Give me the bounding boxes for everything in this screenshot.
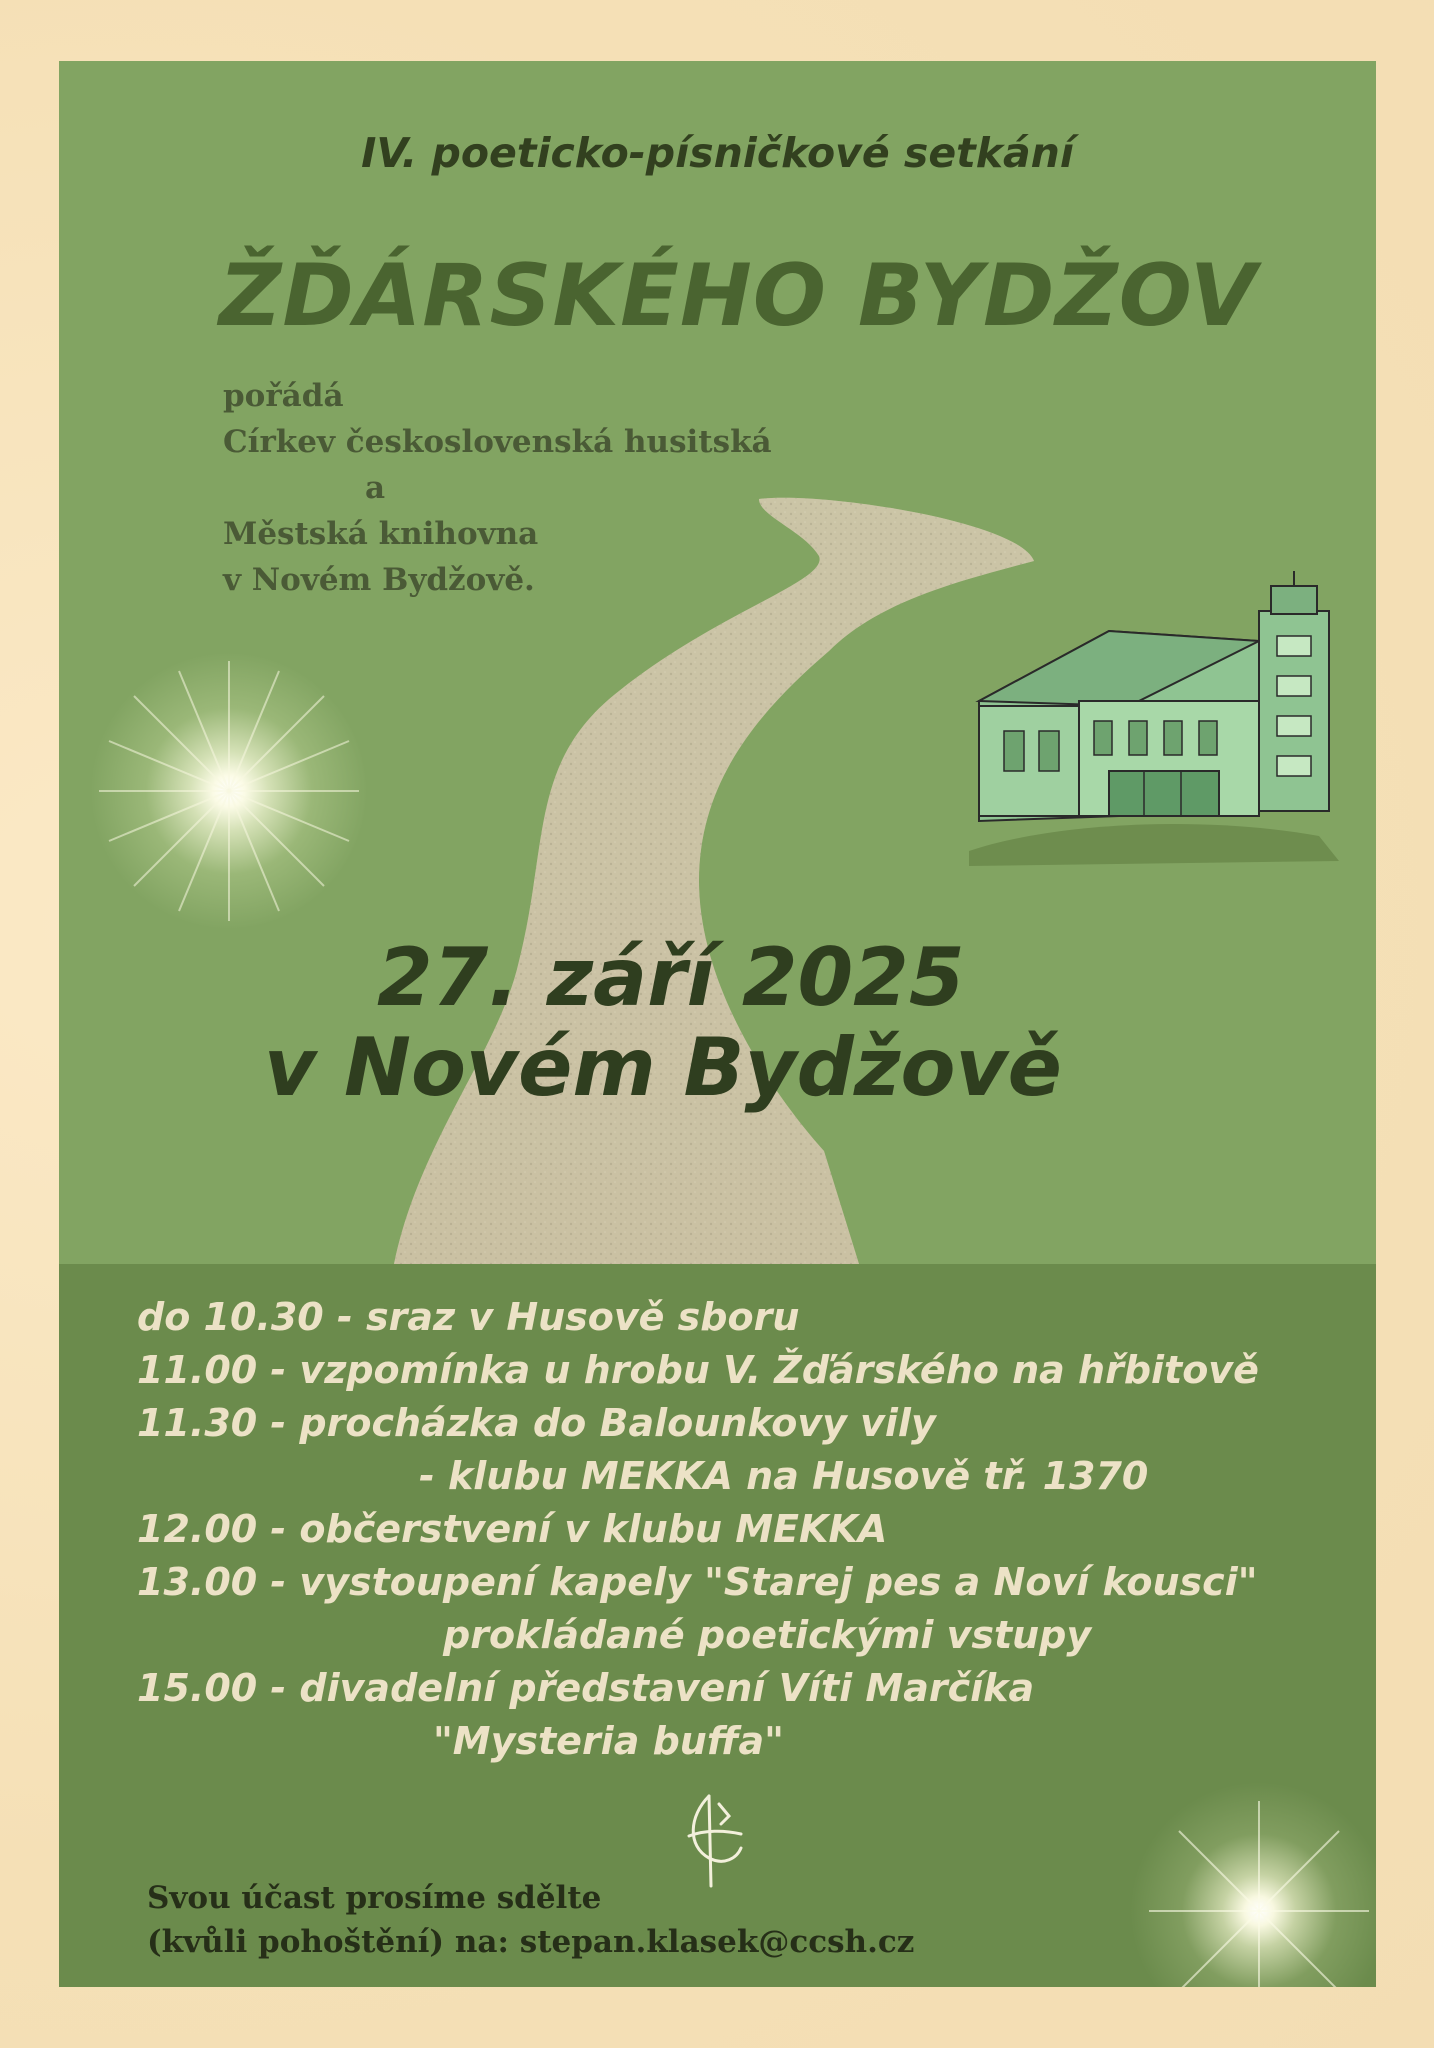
organizers-line: a xyxy=(365,470,386,506)
organizers-line: v Novém Bydžově. xyxy=(223,562,535,598)
organizers-block xyxy=(223,373,923,603)
schedule-item: 12.00 - občerstvení v klubu MEKKA xyxy=(137,1507,888,1551)
event-title: ŽĎÁRSKÉHO BYDŽOV xyxy=(219,246,1258,346)
schedule-item: "Mysteria buffa" xyxy=(433,1719,784,1763)
schedule-item: 11.00 - vzpomínka u hrobu V. Žďárského na hřbitově xyxy=(137,1348,1259,1392)
rsvp-block xyxy=(147,1876,1047,1964)
sun-rays-icon xyxy=(1129,1781,1376,1987)
schedule-item: do 10.30 - sraz v Husově sboru xyxy=(137,1295,800,1339)
schedule-item: 13.00 - vystoupení kapely "Starej pes a Noví kousci" xyxy=(137,1560,1258,1604)
organizers-line: Městská knihovna xyxy=(223,516,539,552)
event-location: v Novém Bydžově xyxy=(264,1021,1062,1114)
event-subtitle: IV. poeticko-písničkové setkání xyxy=(361,129,1074,177)
rsvp-line: Svou účast prosíme sdělte xyxy=(147,1880,602,1916)
sun-rays-icon xyxy=(89,651,369,931)
organizers-line: Církev československá husitská xyxy=(223,424,772,460)
schedule-item: 11.30 - procházka do Balounkovy vily xyxy=(137,1401,936,1445)
villa-drawing xyxy=(959,571,1376,871)
schedule-item: - klubu MEKKA na Husově tř. 1370 xyxy=(419,1454,1149,1498)
organizers-line: pořádá xyxy=(223,378,344,414)
schedule-item: prokládané poetickými vstupy xyxy=(443,1613,1092,1657)
schedule-list xyxy=(137,1291,1357,1768)
poster xyxy=(59,61,1376,1987)
event-date: 27. září 2025 xyxy=(377,931,965,1024)
schedule-item: 15.00 - divadelní představení Víti Marčíka xyxy=(137,1666,1035,1710)
rsvp-contact: (kvůli pohoštění) na: stepan.klasek@ccsh.cz xyxy=(147,1924,915,1960)
